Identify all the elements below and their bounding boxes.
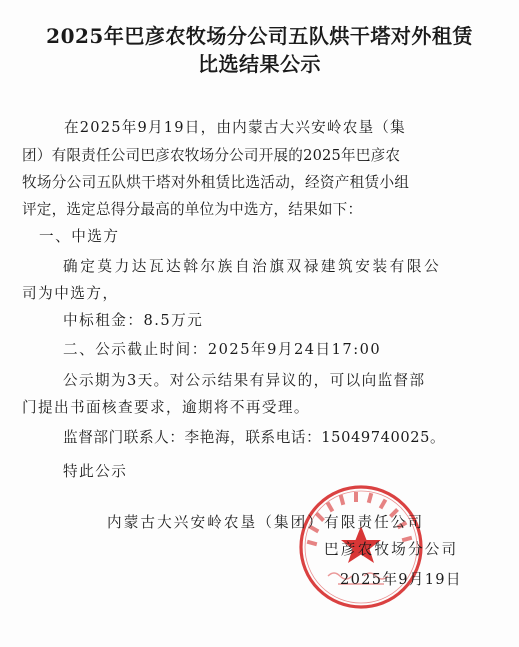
intro-paragraph-line-2: 团）有限责任公司巴彦农牧场分公司开展的2025年巴彦农 [22, 147, 401, 164]
signature-date: 2025年9月19日 [340, 571, 462, 588]
winner-text-line-2: 司为中选方， [22, 285, 119, 302]
section-heading-selected-party: 一、中选方 [39, 228, 120, 245]
document-title-line-1: 2025年巴彦农牧场分公司五队烘干塔对外租赁 [46, 24, 473, 48]
intro-paragraph-line-1: 在2025年9月19日，由内蒙古大兴安岭农垦（集 [64, 119, 406, 136]
closing-statement: 特此公示 [63, 463, 128, 480]
signature-branch-name: 巴彦农牧场分公司 [324, 541, 459, 558]
publicity-deadline: 二、公示截止时间：2025年9月24日17:00 [63, 341, 382, 358]
intro-paragraph-line-3: 牧场分公司五队烘干塔对外租赁比选活动，经资产租赁小组 [22, 174, 410, 191]
intro-paragraph-line-4: 评定，选定总得分最高的单位为中选方，结果如下： [22, 201, 363, 218]
winner-text-line-1: 确定莫力达瓦达斡尔族自治旗双禄建筑安装有限公 [63, 258, 442, 275]
supervisor-contact: 监督部门联系人：李艳海，联系电话：15049740025。 [63, 429, 446, 446]
publicity-period-line-1: 公示期为3天。对公示结果有异议的，可以向监督部 [63, 372, 426, 389]
document-title-line-2: 比选结果公示 [198, 52, 321, 76]
winning-rent-amount: 中标租金：8.5万元 [63, 312, 204, 329]
publicity-period-line-2: 门提出书面核查要求，逾期将不再受理。 [22, 399, 310, 416]
signature-group-name: 内蒙古大兴安岭农垦（集团）有限责任公司 [107, 514, 425, 531]
